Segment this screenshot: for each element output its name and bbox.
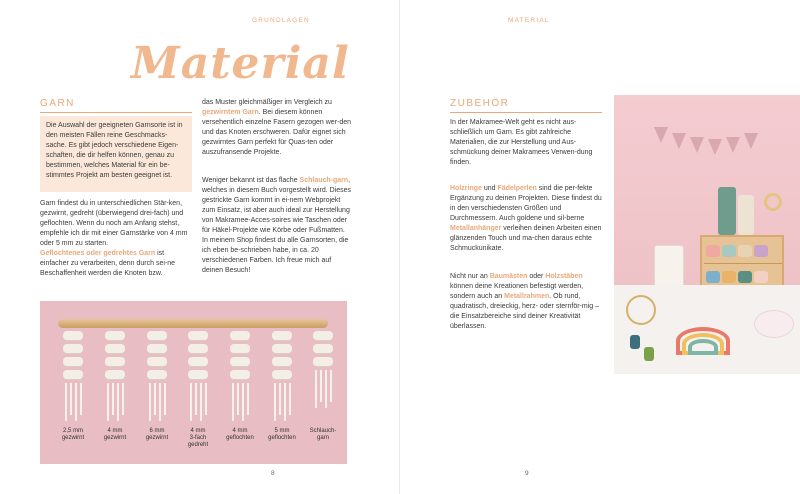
yarn-caption [178, 428, 218, 449]
green-yarn-cone [718, 187, 736, 235]
knot [230, 357, 250, 366]
fringe [149, 383, 151, 421]
knot [313, 357, 333, 366]
para3-c: können deine Kreationen befestigt werden, sondern auch an [450, 283, 584, 300]
yarn-blush [754, 271, 768, 283]
pennant-6 [744, 133, 758, 149]
yarn-teal [738, 271, 752, 283]
para2-b: sind die per-fekte Ergänzung zu deinen Projekten. Diese findest du in den verschiedensten Größen und Durchmessern. Auch goldene und sil-berne [450, 185, 602, 222]
para3-b: oder [527, 273, 546, 280]
caption-line: 4 mm [232, 428, 248, 434]
fringe [117, 383, 119, 421]
caption-line: 4 mm [190, 428, 206, 434]
fringe [200, 383, 202, 421]
fringe [190, 383, 192, 421]
yarn-caption [53, 428, 93, 442]
fringe [315, 370, 317, 408]
running-head-left: GRUNDLAGEN [252, 17, 310, 24]
small-spool-teal [630, 335, 640, 349]
caption-line: 3-fach [189, 435, 207, 441]
intro-callout: Die Auswahl der geeigneten Garnsorte ist in den meisten Fällen reine Geschmacks-sache. Es gibt jedoch verschiedene Eigen-schaften, die dir helfen können, genau zu bestimmen, welches Material für ein be-stimmtes Projekt am besten geeignet ist. [40, 116, 192, 192]
zubehoer-para2 [450, 184, 604, 254]
fringe [164, 383, 166, 415]
fringe [232, 383, 234, 421]
knot [230, 331, 250, 340]
col1-para2: ist einfacher zu verarbeiten, denn durch sei-ne Beschaffenheit werden die Knoten bzw. [40, 250, 176, 277]
knot [63, 357, 83, 366]
knot [63, 370, 83, 379]
accessories-photo [614, 95, 800, 374]
caption-line: geflochten [268, 435, 296, 441]
bead-plate [754, 310, 794, 338]
hl-holzringe: Holzringe [450, 185, 482, 192]
fringe [112, 383, 114, 415]
yarn-samples-photo [40, 301, 347, 464]
fringe [247, 383, 249, 415]
yarn-strand [312, 323, 334, 423]
yarn-caption [262, 428, 302, 442]
para3-d: . Ob rund, quadratisch, dreieckig, herz- oder sternför-mig – die Einsatzbereiche sind deiner Kreativität überlassen. [450, 293, 600, 330]
knot [188, 370, 208, 379]
knot [230, 370, 250, 379]
yarn-strand [271, 323, 293, 423]
yarn-lilac [754, 245, 768, 257]
knot [272, 370, 292, 379]
metal-ring [626, 295, 656, 325]
fringe [279, 383, 281, 415]
fringe [284, 383, 286, 421]
knot [188, 331, 208, 340]
knot [147, 344, 167, 353]
rainbow-inner [688, 339, 718, 355]
knot [272, 357, 292, 366]
fringe [65, 383, 67, 421]
yarn-mint [722, 245, 736, 257]
fringe [205, 383, 207, 415]
hl-schlauchgarn: Schlauch-garn [299, 177, 349, 184]
col1-paragraph [40, 199, 192, 279]
fringe [274, 383, 276, 421]
fringe [325, 370, 327, 408]
page-number-left: 8 [271, 470, 275, 477]
pennant-4 [708, 139, 722, 155]
fringe [320, 370, 322, 402]
col2-para2-b: , welches in diesem Buch vorgestellt wird. Dieses gestrickte Garn kommt in ei-nem Webprojekt zum Einsatz, ist aber auch ideal zur Herstellung von Makramee-Acces-soires wie Taschen oder für Häkel-Projekte wie Körbe oder Fußmatten. In meinem Shop findest du alle Garnsorten, die ich eben be-schrieben habe, in ca. 20 verschiedenen Farben. Ich freue mich auf deinen Besuch! [202, 177, 352, 274]
knot [188, 344, 208, 353]
yarn-strand [104, 323, 126, 423]
caption-line: gezwirnt [103, 435, 127, 441]
yarn-strand [62, 323, 84, 423]
yarn-caption [95, 428, 135, 442]
caption-line: 2,5 mm [62, 428, 83, 434]
pennant-1 [654, 127, 668, 143]
page-number-right: 9 [525, 470, 529, 477]
tool-jar [654, 245, 684, 287]
knot [272, 331, 292, 340]
para2-c: verleihen deinen Arbeiten einen glänzenden Touch und ma-chen daraus echte Schmuckunikate. [450, 225, 602, 252]
running-head-right: MATERIAL [508, 17, 550, 24]
yarn-strand [187, 323, 209, 423]
pennant-3 [690, 137, 704, 153]
yarn-caption [220, 428, 260, 442]
fringe [80, 383, 82, 415]
yarn-blue [706, 271, 720, 283]
pennant-2 [672, 133, 686, 149]
section-rule-zubehoer [450, 112, 602, 113]
caption-line: Schlauch- [309, 428, 337, 434]
hl-gezwirntes-garn: gezwirntem Garn [202, 109, 259, 116]
caption-line: gezwirnt [145, 435, 169, 441]
fringe [237, 383, 239, 415]
hl-baumaesten: Baumästen [489, 273, 528, 280]
yarn-strand [146, 323, 168, 423]
zubehoer-para3 [450, 272, 604, 332]
caption-line: geflochten [226, 435, 254, 441]
section-head-zubehoer: ZUBEHÖR [450, 98, 510, 109]
wooden-ring [764, 193, 782, 211]
knot [63, 331, 83, 340]
cream-yarn-cone [738, 195, 754, 235]
knot [147, 331, 167, 340]
knot [147, 370, 167, 379]
fringe [289, 383, 291, 415]
knot [313, 331, 333, 340]
fringe [159, 383, 161, 421]
knot [147, 357, 167, 366]
para2-a: und [481, 185, 498, 192]
section-rule-garn [40, 112, 192, 113]
caption-line: garn [316, 435, 329, 441]
caption-line: 5 mm [274, 428, 290, 434]
fringe [330, 370, 332, 402]
caption-line: gedreht [187, 442, 209, 448]
hl-metallrahmen: Metallrahmen [504, 293, 550, 300]
knot [105, 357, 125, 366]
para3-a: Nicht nur an [450, 273, 490, 280]
col2-para1-b: . Bei diesem können versehentlich einzelne Fasern gezogen wer-den und das Knoten erschweren. Dafür eignet sich gezwirntes Garn perfekt für Quas-ten oder auszufransende Projekte. [202, 109, 352, 156]
fringe [70, 383, 72, 415]
hl-holzstaeben: Holzstäben [545, 273, 583, 280]
yarn-pink [706, 245, 720, 257]
col2-paragraph-1 [202, 98, 352, 158]
fringe [195, 383, 197, 415]
fringe [107, 383, 109, 421]
hl-faedelperlen: Fädelperlen [497, 185, 537, 192]
page-title: Material [131, 38, 350, 89]
pennant-5 [726, 137, 740, 153]
knot [313, 344, 333, 353]
hl-geflochtenes-garn: Geflochtenes oder gedrehtes Garn [40, 250, 156, 257]
fringe [242, 383, 244, 421]
fringe [75, 383, 77, 421]
col2-para2-a: Weniger bekannt ist das flache [202, 177, 300, 184]
hl-metallanhaenger: Metallanhänger [450, 225, 502, 232]
small-spool-green [644, 347, 654, 361]
knot [188, 357, 208, 366]
col2-paragraph-2 [202, 176, 352, 276]
knot [230, 344, 250, 353]
yarn-caption [303, 428, 343, 442]
knot [105, 331, 125, 340]
col2-para1-a: das Muster gleichmäßiger im Vergleich zu [202, 99, 332, 106]
caption-line: 4 mm [107, 428, 123, 434]
zubehoer-para1: In der Makramee-Welt geht es nicht aus-schließlich um Garn. Es gibt zahlreiche Materialien, die zur Herstellung und Aus-schmückung deiner Makramees Verwen-dung finden. [450, 119, 593, 166]
section-head-garn: GARN [40, 98, 75, 109]
yarn-shelf [700, 235, 784, 291]
knot [272, 344, 292, 353]
knot [105, 370, 125, 379]
caption-line: 6 mm [149, 428, 165, 434]
fringe [122, 383, 124, 415]
knot [105, 344, 125, 353]
yarn-ochre [722, 271, 736, 283]
yarn-strand [229, 323, 251, 423]
shelf-board [704, 263, 782, 264]
yarn-beige [738, 245, 752, 257]
yarn-caption [137, 428, 177, 442]
knot [63, 344, 83, 353]
fringe [154, 383, 156, 415]
caption-line: gezwirnt [61, 435, 85, 441]
col1-para1: Garn findest du in unterschiedlichen Stär-ken, gezwirnt, gedreht (überwiegend drei-fach) und geflochten. Wenn du noch am Anfang stehst, empfehle ich dir mit einer Garnstärke von 4 mm oder 5 mm zu starten. [40, 200, 188, 247]
